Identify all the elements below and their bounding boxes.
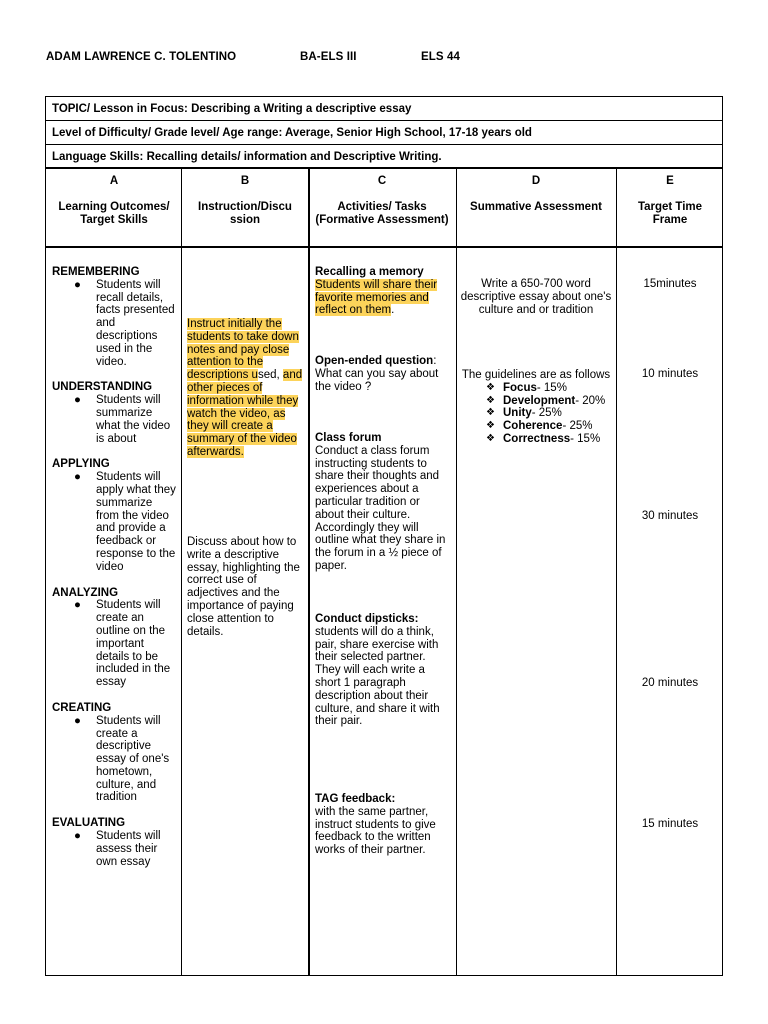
diamond-bullet-icon: ❖ — [486, 394, 495, 406]
diamond-bullet-icon: ❖ — [486, 407, 495, 419]
criterion-weight: - 15% — [536, 381, 567, 394]
instruction-part-2: Discuss about how to write a descriptive essay, highlighting the correct use of adjectives and the importance of paying close attention to details. — [187, 536, 300, 638]
activity-text: . — [391, 304, 395, 317]
activity-title: Class forum — [315, 432, 382, 444]
list-item — [482, 382, 612, 395]
criterion-name: Development — [503, 394, 576, 407]
outcome-text: Students will create a descriptive essay of one's hometown, culture, and tradition — [96, 714, 170, 804]
outcome-block — [52, 266, 178, 368]
guidelines-intro: The guidelines are as follows — [461, 369, 611, 381]
list-item — [52, 830, 178, 868]
list-item — [52, 715, 178, 805]
list-item — [52, 394, 178, 445]
column-header-d — [462, 175, 610, 214]
list-item — [52, 279, 178, 369]
list-item — [482, 433, 612, 446]
bullet-icon: ● — [74, 394, 81, 407]
criterion-weight: - 25% — [531, 407, 562, 420]
outcome-block — [52, 458, 178, 573]
criterion-weight: - 25% — [562, 420, 593, 433]
criterion-name: Coherence — [503, 420, 563, 433]
column-header-b — [186, 175, 304, 227]
bullet-icon: ● — [74, 471, 81, 484]
criterion-weight: - 15% — [570, 432, 601, 445]
highlighted-text: Instruct initially the students to take down notes and pay close attention to the descriptions u — [187, 318, 299, 382]
criterion-name: Focus — [503, 381, 537, 394]
criterion-weight: - 20% — [575, 394, 606, 407]
column-letter: B — [240, 175, 250, 187]
list-item — [52, 471, 178, 573]
list-item — [482, 395, 612, 408]
learning-outcomes-column — [52, 266, 178, 868]
summative-task: Write a 650-700 word descriptive essay about one's culture and or tradition — [460, 278, 612, 316]
column-letter: C — [377, 175, 387, 187]
time-frame: 15 minutes — [641, 818, 699, 830]
highlighted-text: and other pieces of information while they watch the video, as they will create a summary of the video afterwards. — [187, 369, 303, 458]
column-title: Learning Outcomes/ Target Skills — [58, 201, 170, 226]
course-label: ELS 44 — [421, 51, 460, 63]
outcome-heading: ANALYZING — [52, 586, 119, 599]
time-frame: 20 minutes — [641, 677, 699, 689]
outcome-heading: CREATING — [52, 701, 112, 714]
bullet-icon: ● — [74, 830, 81, 843]
outcome-text: Students will recall details, facts presented and descriptions used in the video. — [96, 278, 175, 368]
column-header-a — [50, 175, 178, 227]
activity-class-forum — [315, 432, 449, 573]
activity-text: : What can you say about the video ? — [315, 355, 439, 393]
list-item — [52, 599, 178, 689]
column-title: Instruction/Discu ssion — [198, 201, 292, 226]
criterion-name: Unity — [503, 407, 532, 420]
header-divider — [46, 246, 722, 248]
bullet-icon: ● — [74, 599, 81, 612]
skills-row: Language Skills: Recalling details/ information and Descriptive Writing. — [46, 145, 722, 169]
diamond-bullet-icon: ❖ — [486, 420, 495, 432]
outcome-text: Students will assess their own essay — [96, 830, 161, 868]
program-label: BA-ELS III — [300, 51, 357, 63]
activity-text: with the same partner, instruct students to give feedback to the written works of their partner. — [315, 805, 436, 857]
column-header-e — [620, 175, 720, 227]
author-name: ADAM LAWRENCE C. TOLENTINO — [46, 51, 237, 63]
time-frame: 15minutes — [643, 278, 697, 290]
level-row: Level of Difficulty/ Grade level/ Age range: Average, Senior High School, 17-18 years old — [46, 121, 722, 145]
criteria-list — [460, 382, 612, 446]
outcome-block — [52, 817, 178, 868]
lesson-plan-table — [45, 96, 723, 976]
activity-conduct-dipsticks — [315, 613, 453, 728]
column-divider — [181, 169, 182, 975]
outcome-text: Students will summarize what the video is about — [96, 394, 171, 445]
instruction-part-1 — [187, 318, 305, 459]
outcome-heading: UNDERSTANDING — [52, 381, 153, 394]
outcome-block — [52, 587, 178, 689]
activity-text: students will do a think, pair, share exercise with their selected partner. They will each write a short 1 paragraph description about their culture, and share it with their pair. — [315, 625, 440, 728]
summative-guidelines — [460, 369, 612, 446]
bullet-icon: ● — [74, 278, 81, 291]
column-title: Summative Assessment — [470, 201, 602, 213]
time-frame: 30 minutes — [641, 510, 699, 522]
column-letter: E — [666, 175, 674, 187]
activity-open-ended-question — [315, 355, 445, 393]
criterion-name: Correctness — [503, 432, 571, 445]
column-title: Activities/ Tasks (Formative Assessment) — [315, 201, 449, 226]
diamond-bullet-icon: ❖ — [486, 432, 495, 444]
activity-title: Conduct dipsticks: — [315, 613, 419, 625]
column-header-c — [314, 175, 450, 227]
column-title: Target Time Frame — [637, 201, 703, 226]
activity-title: Open-ended question — [315, 355, 434, 367]
diamond-bullet-icon: ❖ — [486, 381, 495, 393]
outcome-heading: REMEMBERING — [52, 266, 140, 278]
bullet-icon: ● — [74, 714, 81, 727]
time-frame: 10 minutes — [641, 368, 699, 380]
outcome-heading: EVALUATING — [52, 817, 126, 830]
column-divider — [456, 169, 457, 975]
list-item — [482, 420, 612, 433]
activity-tag-feedback — [315, 793, 447, 857]
activity-recalling-memory — [315, 266, 453, 317]
outcome-text: Students will apply what they summarize from the video and provide a feedback or response to the video — [96, 471, 176, 573]
outcome-block — [52, 702, 178, 804]
outcome-heading: APPLYING — [52, 458, 110, 471]
column-divider — [308, 169, 310, 975]
topic-row: TOPIC/ Lesson in Focus: Describing a Writing a descriptive essay — [46, 97, 722, 121]
activity-title: TAG feedback: — [315, 793, 396, 805]
outcome-block — [52, 381, 178, 445]
list-item — [482, 407, 612, 420]
instruction-text: sed, — [257, 369, 280, 382]
highlighted-text: Students will share their favorite memories and reflect on them — [315, 278, 438, 317]
outcome-text: Students will create an outline on the important details to be included in the essay — [96, 599, 171, 689]
column-letter: D — [531, 175, 541, 187]
activity-title: Recalling a memory — [315, 266, 424, 278]
column-letter: A — [109, 175, 119, 187]
activity-text: Conduct a class forum instructing students to share their thoughts and experiences about a particular tradition or about their culture. Accordingly they will outline what they share in the forum in a ½ piece of paper. — [315, 444, 446, 572]
